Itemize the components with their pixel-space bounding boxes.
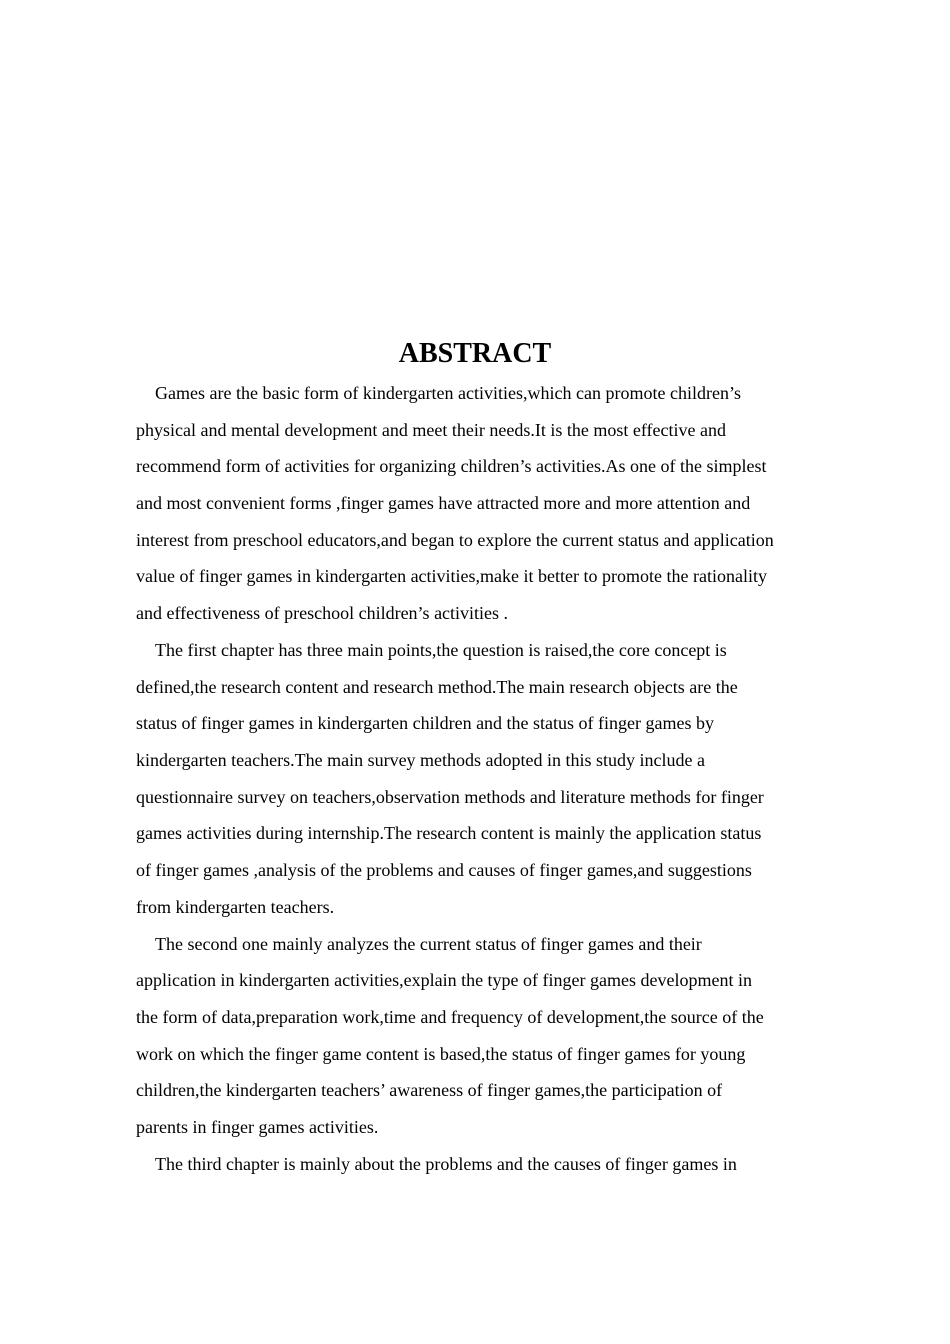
paragraph-4-line-1: The third chapter is mainly about the problems and the causes of finger games in [155, 1154, 737, 1174]
paragraph-1-line-1: Games are the basic form of kindergarten activities,which can promote children’s [155, 383, 741, 403]
paragraph-2-line-4: kindergarten teachers.The main survey methods adopted in this study include a [136, 750, 706, 770]
paragraph-2-line-7: of finger games ,analysis of the problems and causes of finger games,and suggestions [136, 860, 752, 880]
paragraph-1-line-2: physical and mental development and meet their needs.It is the most effective and [136, 420, 726, 440]
paragraph-2-line-1: The first chapter has three main points,the question is raised,the core concept is [155, 640, 727, 660]
paragraph-2-line-2: defined,the research content and research method.The main research objects are the [136, 677, 738, 697]
paragraph-3-line-2: application in kindergarten activities,explain the type of finger games development in [136, 970, 752, 990]
paragraph-2-line-8: from kindergarten teachers. [136, 897, 335, 917]
paragraph-3-line-5: children,the kindergarten teachers’ awareness of finger games,the participation of [136, 1080, 723, 1100]
paragraph-1-line-7: and effectiveness of preschool children’s activities . [136, 603, 509, 623]
paragraph-2-line-3: status of finger games in kindergarten children and the status of finger games by [136, 713, 715, 733]
paragraph-3-line-3: the form of data,preparation work,time and frequency of development,the source of the [136, 1007, 764, 1027]
paragraph-3-line-1: The second one mainly analyzes the current status of finger games and their [155, 934, 702, 954]
paragraph-2-line-6: games activities during internship.The research content is mainly the application status [136, 823, 762, 843]
paragraph-3-line-4: work on which the finger game content is based,the status of finger games for young [136, 1044, 746, 1064]
abstract-heading: ABSTRACT [398, 338, 552, 369]
paragraph-1-line-6: value of finger games in kindergarten activities,make it better to promote the rationality [136, 566, 767, 586]
paragraph-1-line-4: and most convenient forms ,finger games have attracted more and more attention and [136, 493, 751, 513]
paragraph-2-line-5: questionnaire survey on teachers,observation methods and literature methods for finger [136, 787, 764, 807]
paragraph-3-line-6: parents in finger games activities. [136, 1117, 379, 1137]
paragraph-1-line-3: recommend form of activities for organizing children’s activities.As one of the simplest [136, 456, 767, 476]
paragraph-1-line-5: interest from preschool educators,and began to explore the current status and application [136, 530, 774, 550]
